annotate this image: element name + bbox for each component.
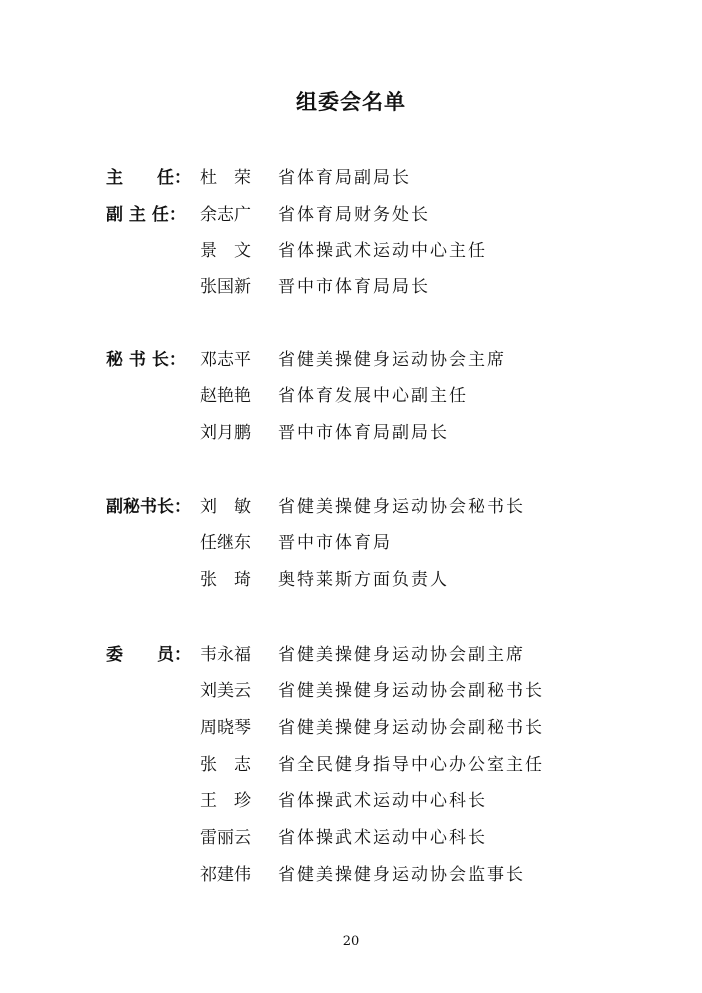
member-row-secretary-general-1 [0,346,702,374]
member-name: 张国新 [200,277,251,297]
member-position: 省健美操健身运动协会秘书长 [278,497,525,517]
member-position: 省健美操健身运动协会监事长 [278,865,525,885]
member-name: 邓志平 [200,350,251,370]
member-position: 晋中市体育局 [278,533,392,553]
member-position: 省体育局财务处长 [278,205,430,225]
member-row-deputy-director-3 [0,273,702,301]
member-row-secretary-general-3 [0,419,702,447]
member-position: 省健美操健身运动协会副秘书长 [278,681,544,701]
member-name: 赵艳艳 [200,386,251,406]
member-name: 祁建伟 [200,865,251,885]
member-name: 景 文 [200,241,251,261]
member-position: 省健美操健身运动协会主席 [278,350,506,370]
role-secretary-general: 秘 书 长： [106,350,186,370]
member-name: 杜 荣 [200,168,251,188]
member-row-director-1 [0,164,702,192]
member-position: 省体操武术运动中心科长 [278,828,487,848]
member-name: 张 琦 [200,570,251,590]
member-position: 晋中市体育局副局长 [278,423,449,443]
member-name: 刘美云 [200,681,251,701]
member-row-deputy-director-2 [0,237,702,265]
member-name: 余志广 [200,205,251,225]
member-row-committee-1 [0,641,702,669]
role-committee-members: 委 员： [106,645,191,665]
role-deputy-secretary-general: 副秘书长： [106,497,191,517]
member-position: 省全民健身指导中心办公室主任 [278,755,544,775]
member-row-committee-7 [0,861,702,889]
role-deputy-director: 副 主 任： [106,205,186,225]
member-name: 刘 敏 [200,497,251,517]
member-row-committee-6 [0,824,702,852]
member-position: 省体操武术运动中心科长 [278,791,487,811]
member-position: 省体操武术运动中心主任 [278,241,487,261]
role-director: 主 任： [106,168,191,188]
page-number: 20 [342,934,360,949]
member-position: 省体育发展中心副主任 [278,386,468,406]
member-row-deputy-secretary-general-3 [0,566,702,594]
member-position: 省健美操健身运动协会副主席 [278,645,525,665]
member-row-deputy-secretary-general-1 [0,493,702,521]
member-name: 韦永福 [200,645,251,665]
member-name: 周晓琴 [200,718,251,738]
member-row-secretary-general-2 [0,382,702,410]
member-row-committee-4 [0,751,702,779]
member-name: 任继东 [200,533,251,553]
member-name: 刘月鹏 [200,423,251,443]
member-position: 省体育局副局长 [278,168,411,188]
member-row-deputy-director-1 [0,201,702,229]
member-position: 晋中市体育局局长 [278,277,430,297]
member-row-committee-3 [0,714,702,742]
member-name: 张 志 [200,755,251,775]
member-row-committee-2 [0,677,702,705]
member-row-deputy-secretary-general-2 [0,529,702,557]
member-name: 王 珍 [200,791,251,811]
member-name: 雷丽云 [200,828,251,848]
member-position: 省健美操健身运动协会副秘书长 [278,718,544,738]
member-position: 奥特莱斯方面负责人 [278,570,449,590]
member-row-committee-5 [0,787,702,815]
document-title: 组委会名单 [296,89,406,114]
